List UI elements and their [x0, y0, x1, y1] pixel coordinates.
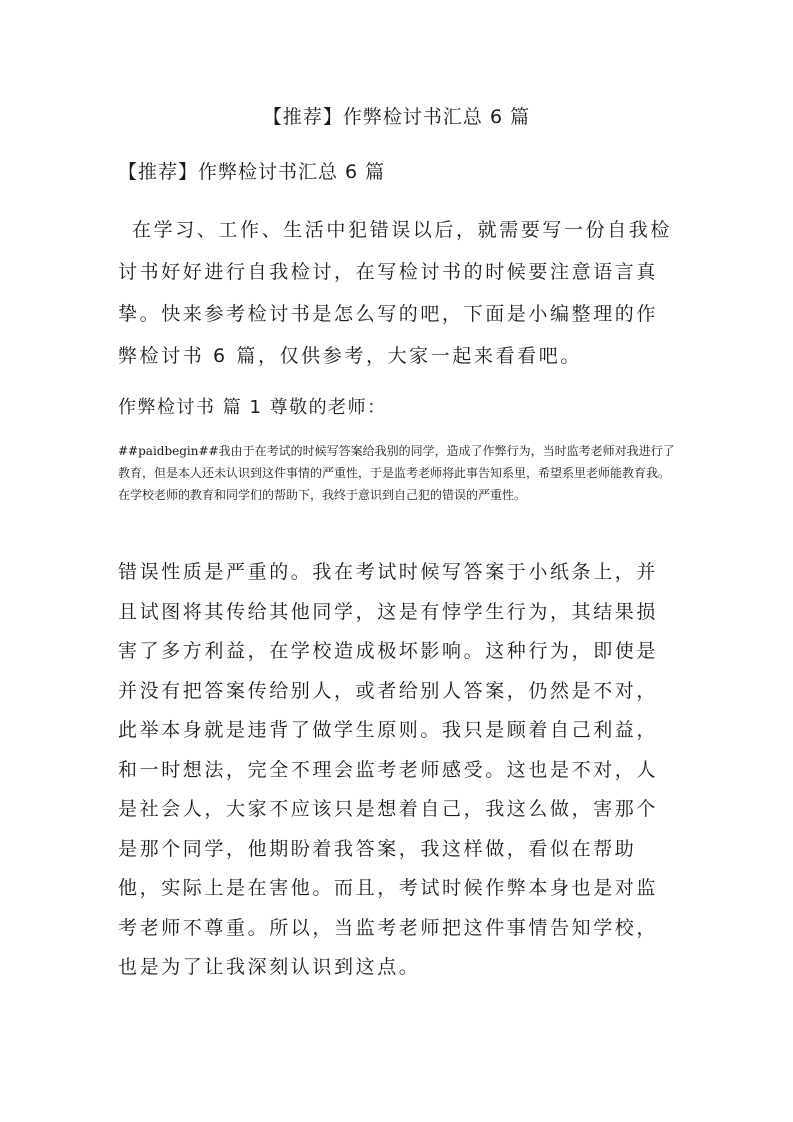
section-heading: 作弊检讨书 篇 1 尊敬的老师： — [118, 397, 387, 418]
document-title: 【推荐】作弊检讨书汇总 6 篇 — [262, 106, 531, 128]
document-subtitle: 【推荐】作弊检讨书汇总 6 篇 — [118, 161, 386, 183]
small-paragraph: ##paidbegin##我由于在考试的时候写答案给我别的同学，造成了作弊行为，当时监考老师对我进行了教育，但是本人还未认识到这件事情的严重性，于是监考老师将此事告知系里，希望系里老师能教育我。在学校老师的教育和同学们的帮助下，我终于意识到自己犯的错误的严重性。 — [118, 444, 675, 502]
intro-paragraph: 在学习、工作、生活中犯错误以后，就需要写一份自我检讨书好好进行自我检讨，在写检讨书的时候要注意语言真挚。快来参考检讨书是怎么写的吧，下面是小编整理的作弊检讨书 6 篇，仅供参考，大家一起来看看吧。 — [118, 219, 673, 367]
body-paragraph: 错误性质是严重的。我在考试时候写答案于小纸条上，并且试图将其传给其他同学，这是有悖学生行为，其结果损害了多方利益，在学校造成极坏影响。这种行为，即使是并没有把答案传给别人，或者给别人答案，仍然是不对，此举本身就是违背了做学生原则。我只是顾着自己利益，和一时想法，完全不理会监考老师感受。这也是不对，人是社会人，大家不应该只是想着自己，我这么做，害那个是那个同学，他期盼着我答案，我这样做，看似在帮助他，实际上是在害他。而且，考试时候作弊本身也是对监考老师不尊重。所以，当监考老师把这件事情告知学校，也是为了让我深刻认识到这点。 — [118, 561, 659, 978]
